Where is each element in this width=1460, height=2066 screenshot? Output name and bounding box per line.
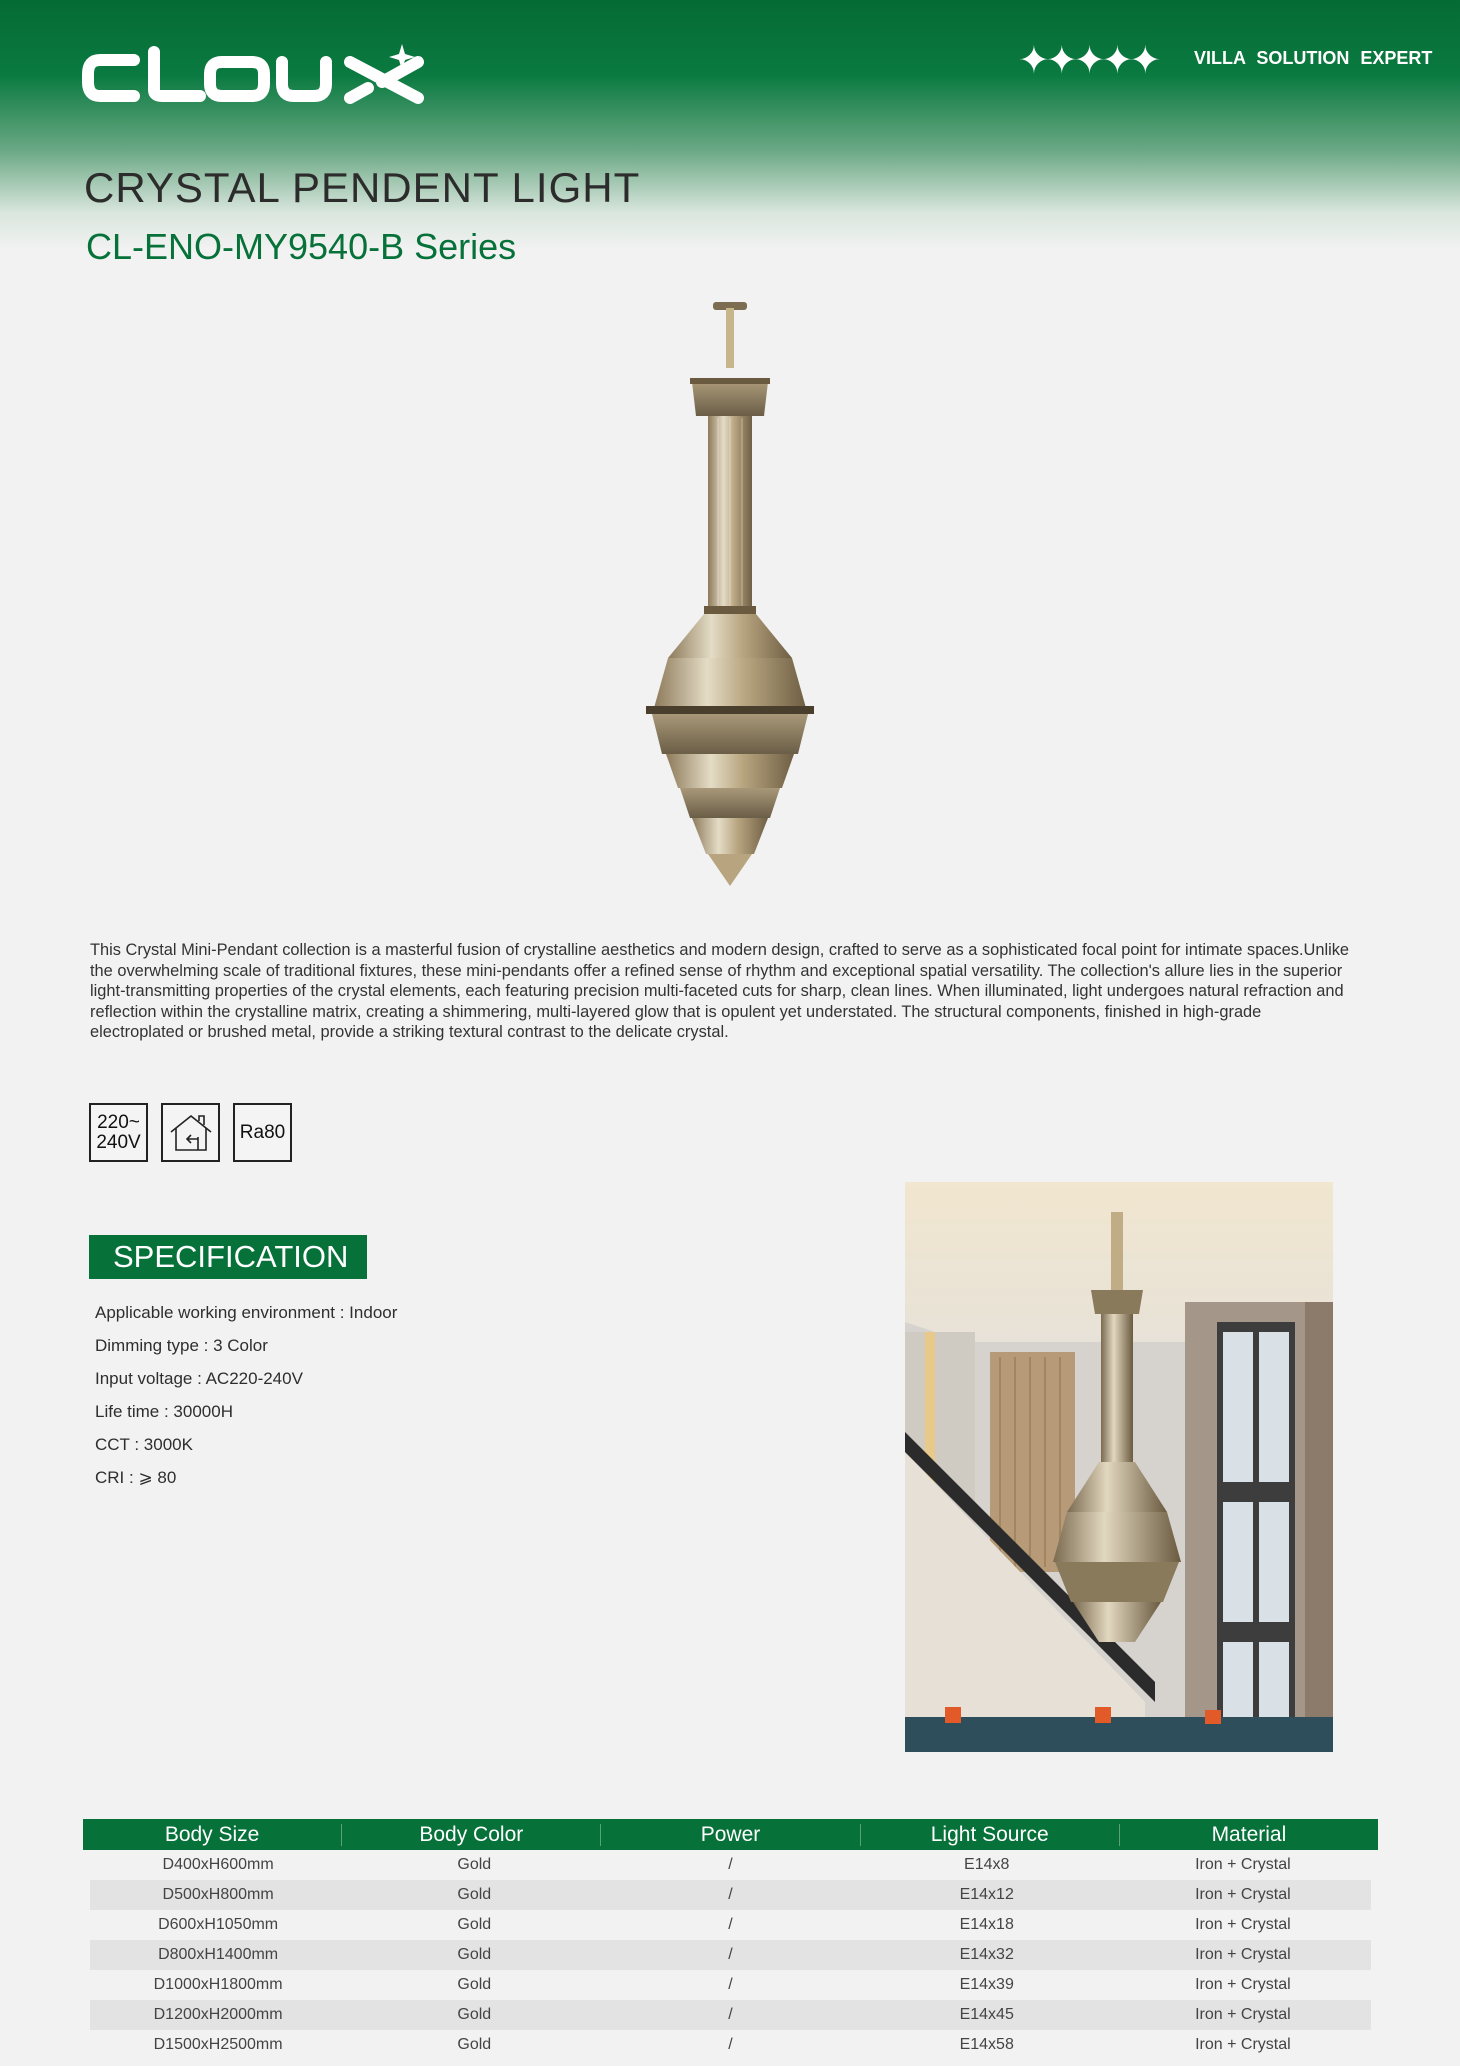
product-size-table	[83, 1819, 1378, 2060]
table-cell: E14x39	[959, 1976, 1014, 1993]
table-cell: Iron + Crystal	[1195, 1886, 1291, 1903]
column-header: Power	[601, 1824, 860, 1846]
table-cell: /	[728, 1946, 733, 1963]
table-cell: D600xH1050mm	[158, 1916, 279, 1933]
table-cell: /	[728, 1916, 733, 1933]
table-cell: Iron + Crystal	[1195, 1946, 1291, 1963]
table-row	[90, 2000, 1371, 2030]
spec-item: Dimming type : 3 Color	[95, 1336, 268, 1355]
table-cell: D1500xH2500mm	[153, 2036, 283, 2053]
column-header: Light Source	[861, 1824, 1120, 1846]
spec-item: CRI : ⩾ 80	[95, 1468, 177, 1487]
table-cell: Iron + Crystal	[1195, 1916, 1291, 1933]
table-cell: E14x45	[959, 2006, 1014, 2023]
column-header: Body Size	[83, 1824, 342, 1846]
page-title: CRYSTAL PENDENT LIGHT	[84, 164, 641, 211]
voltage-line-2: 240V	[96, 1131, 141, 1153]
interior-scene-image	[905, 1182, 1333, 1752]
table-cell: Iron + Crystal	[1195, 1856, 1291, 1873]
table-cell: D1200xH2000mm	[153, 2006, 283, 2023]
table-cell: /	[728, 1976, 733, 1993]
table-cell: E14x58	[959, 2036, 1014, 2053]
table-cell: Gold	[457, 2006, 492, 2023]
table-cell: D500xH800mm	[162, 1886, 274, 1903]
table-row	[90, 1850, 1371, 1880]
product-description: This Crystal Mini-Pendant collection is a masterful fusion of crystalline aesthetics and modern design, crafted to serve as a sophisticated focal point for intimate spaces.Unlike the overwhelming scale of traditional fixtures, these mini-pendants offer a refined sense of rhythm and exceptional spatial versatility. The collection's allure lies in the superior light-transmitting properties of the crystal elements, each featuring precision multi-faceted cuts for sharp, clean lines. When illuminated, light undergoes natural refraction and reflection within the crystalline matrix, creating a shimmering, multi-layered glow that is opulent yet understated. The structural components, finished in high-grade electroplated or brushed metal, provide a striking textural contrast to the delicate crystal.	[90, 941, 1350, 1041]
spec-item: Applicable working environment : Indoor	[95, 1303, 398, 1322]
table-cell: /	[728, 1886, 733, 1903]
table-row	[90, 1910, 1371, 1940]
table-cell: Iron + Crystal	[1195, 2006, 1291, 2023]
table-cell: Gold	[457, 1856, 492, 1873]
column-header: Material	[1211, 1822, 1287, 1846]
table-row	[90, 1940, 1371, 1970]
table-cell: Gold	[457, 1946, 492, 1963]
spec-item: Input voltage : AC220-240V	[95, 1369, 303, 1388]
table-cell: Gold	[457, 1886, 492, 1903]
voltage-line-1: 220~	[97, 1111, 140, 1133]
table-header-row	[83, 1819, 1378, 1850]
table-cell: D800xH1400mm	[158, 1946, 279, 1963]
table-cell: Gold	[457, 2036, 492, 2053]
indoor-house-icon	[161, 1103, 220, 1162]
table-row	[90, 1880, 1371, 1910]
specification-list	[95, 1302, 397, 1500]
specification-heading: SPECIFICATION	[89, 1235, 367, 1279]
table-cell: Gold	[457, 1976, 492, 1993]
series-subtitle: CL-ENO-MY9540-B Series	[86, 226, 517, 267]
table-cell: D400xH600mm	[162, 1856, 274, 1873]
table-cell: Iron + Crystal	[1195, 2036, 1291, 2053]
table-cell: Iron + Crystal	[1195, 1976, 1291, 1993]
table-cell: /	[728, 2006, 733, 2023]
table-cell: /	[728, 2036, 733, 2053]
table-cell: /	[728, 1856, 733, 1873]
cri-badge: Ra80	[233, 1103, 292, 1162]
table-cell: E14x12	[959, 1886, 1014, 1903]
spec-item: Life time : 30000H	[95, 1402, 233, 1421]
table-cell: D1000xH1800mm	[153, 1976, 283, 1993]
cloux-logo	[82, 38, 442, 108]
table-cell: E14x8	[964, 1856, 1010, 1873]
table-cell: Gold	[457, 1916, 492, 1933]
rating-stars: ✦✦✦✦✦	[1018, 38, 1158, 82]
brand-tagline: VILLA SOLUTION EXPERT	[1194, 48, 1433, 68]
table-row	[90, 2030, 1371, 2060]
spec-item: CCT : 3000K	[95, 1435, 193, 1454]
table-cell: E14x32	[959, 1946, 1014, 1963]
feature-badges	[89, 1103, 292, 1162]
voltage-badge	[89, 1103, 148, 1162]
chandelier-product-image	[580, 298, 880, 888]
table-cell: E14x18	[959, 1916, 1014, 1933]
column-header: Body Color	[342, 1824, 601, 1846]
table-row	[90, 1970, 1371, 2000]
